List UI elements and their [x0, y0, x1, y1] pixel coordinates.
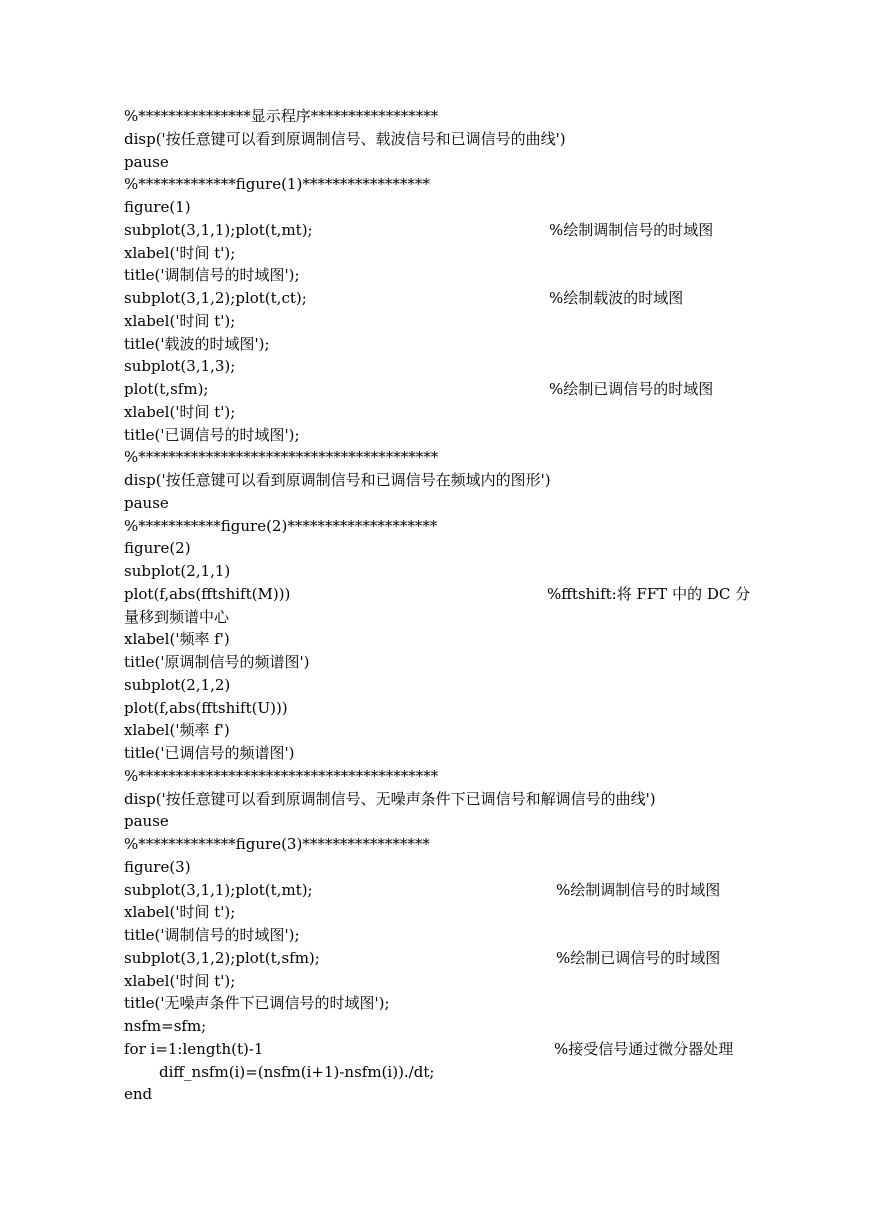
code-text: title('已调信号的频谱图'): [124, 744, 295, 762]
code-line: [124, 651, 844, 674]
code-line: [124, 1038, 844, 1061]
code-text: disp('按任意键可以看到原调制信号、载波信号和已调信号的曲线'): [124, 129, 566, 148]
code-line: [124, 378, 844, 401]
code-line: [124, 901, 844, 924]
code-text: title('已调信号的时域图');: [124, 425, 300, 444]
code-text: pause: [124, 493, 169, 512]
code-text: figure(1): [124, 198, 191, 216]
code-text: xlabel('时间 t');: [124, 402, 236, 421]
code-text: title('无噪声条件下已调信号的时域图');: [124, 994, 390, 1013]
code-line: [124, 856, 844, 879]
code-text: subplot(3,1,2);plot(t,ct);: [124, 289, 307, 307]
code-line: [124, 264, 844, 287]
code-text: 量移到频谱中心: [124, 607, 230, 626]
code-line: [124, 128, 844, 151]
code-line: [124, 219, 844, 242]
code-text: figure(3): [124, 857, 191, 876]
code-text: end: [124, 1085, 153, 1104]
code-text: pause: [124, 812, 169, 831]
code-line: [124, 606, 844, 629]
code-line: [124, 1061, 844, 1084]
code-text: figure(2): [124, 539, 191, 558]
code-line: [124, 424, 844, 447]
code-text: xlabel('时间 t');: [124, 311, 236, 330]
code-comment: %绘制已调信号的时域图: [549, 380, 714, 398]
code-text: plot(t,sfm);: [124, 380, 209, 398]
code-line: [124, 765, 844, 788]
code-line: [124, 469, 844, 492]
code-line: [124, 742, 844, 765]
code-line: [124, 970, 844, 993]
code-line: [124, 788, 844, 811]
code-text: xlabel('频率 f'): [124, 630, 230, 649]
code-comment: %接受信号通过微分器处理: [554, 1039, 734, 1058]
code-line: [124, 810, 844, 833]
code-line: [124, 992, 844, 1015]
code-line: [124, 196, 844, 219]
code-text: subplot(2,1,1): [124, 562, 231, 580]
code-text: %***********figure(2)********************: [124, 516, 438, 535]
code-text: nsfm=sfm;: [124, 1017, 207, 1035]
code-line: [124, 674, 844, 697]
code-line: [124, 947, 844, 970]
code-line: [124, 287, 844, 310]
code-comment: %绘制调制信号的时域图: [549, 220, 714, 239]
code-line: [124, 355, 844, 378]
code-text: disp('按任意键可以看到原调制信号和已调信号在频域内的图形'): [124, 471, 551, 489]
code-text: xlabel('频率 f'): [124, 721, 230, 740]
code-line: [124, 515, 844, 538]
code-text: xlabel('时间 t');: [124, 243, 236, 262]
code-text: subplot(3,1,3);: [124, 357, 236, 376]
code-line: [124, 401, 844, 424]
code-line: [124, 719, 844, 742]
code-line: [124, 628, 844, 651]
code-text: title('原调制信号的频谱图'): [124, 653, 310, 671]
code-comment: %绘制调制信号的时域图: [556, 880, 721, 899]
code-line: [124, 446, 844, 469]
code-line: [124, 537, 844, 560]
code-line: [124, 583, 844, 606]
code-text: title('调制信号的时域图');: [124, 926, 300, 944]
code-comment: %绘制已调信号的时域图: [556, 948, 721, 967]
code-line: [124, 1083, 844, 1106]
code-text: subplot(3,1,2);plot(t,sfm);: [124, 948, 320, 967]
code-line: [124, 151, 844, 174]
code-text: %*************figure(3)*****************: [124, 835, 430, 853]
code-line: [124, 833, 844, 856]
code-line: [124, 879, 844, 902]
code-text: %***************显示程序*****************: [124, 107, 439, 125]
matlab-code-listing: [124, 105, 844, 1106]
code-text: for i=1:length(t)-1: [124, 1039, 264, 1058]
code-text: diff_nsfm(i)=(nsfm(i+1)-nsfm(i))./dt;: [159, 1062, 435, 1081]
code-text: disp('按任意键可以看到原调制信号、无噪声条件下已调信号和解调信号的曲线'): [124, 789, 656, 808]
code-text: subplot(2,1,2): [124, 675, 231, 694]
code-line: [124, 105, 844, 128]
code-text: xlabel('时间 t');: [124, 903, 236, 922]
code-comment: %fftshift:将 FFT 中的 DC 分: [547, 584, 751, 603]
code-text: plot(f,abs(fftshift(U))): [124, 698, 288, 717]
code-text: pause: [124, 152, 169, 171]
code-line: [124, 333, 844, 356]
code-line: [124, 1015, 844, 1038]
code-text: subplot(3,1,1);plot(t,mt);: [124, 880, 313, 899]
code-line: [124, 310, 844, 333]
code-line: [124, 697, 844, 720]
code-line: [124, 560, 844, 583]
code-text: xlabel('时间 t');: [124, 971, 236, 990]
code-comment: %绘制载波的时域图: [549, 289, 684, 307]
code-text: %****************************************: [124, 766, 439, 785]
code-text: title('调制信号的时域图');: [124, 266, 300, 285]
code-text: title('载波的时域图');: [124, 334, 270, 353]
code-line: [124, 173, 844, 196]
code-line: [124, 924, 844, 947]
code-text: plot(f,abs(fftshift(M))): [124, 584, 291, 603]
code-text: %****************************************: [124, 448, 439, 467]
code-line: [124, 242, 844, 265]
code-text: %*************figure(1)*****************: [124, 175, 430, 194]
code-line: [124, 492, 844, 515]
code-text: subplot(3,1,1);plot(t,mt);: [124, 220, 313, 239]
